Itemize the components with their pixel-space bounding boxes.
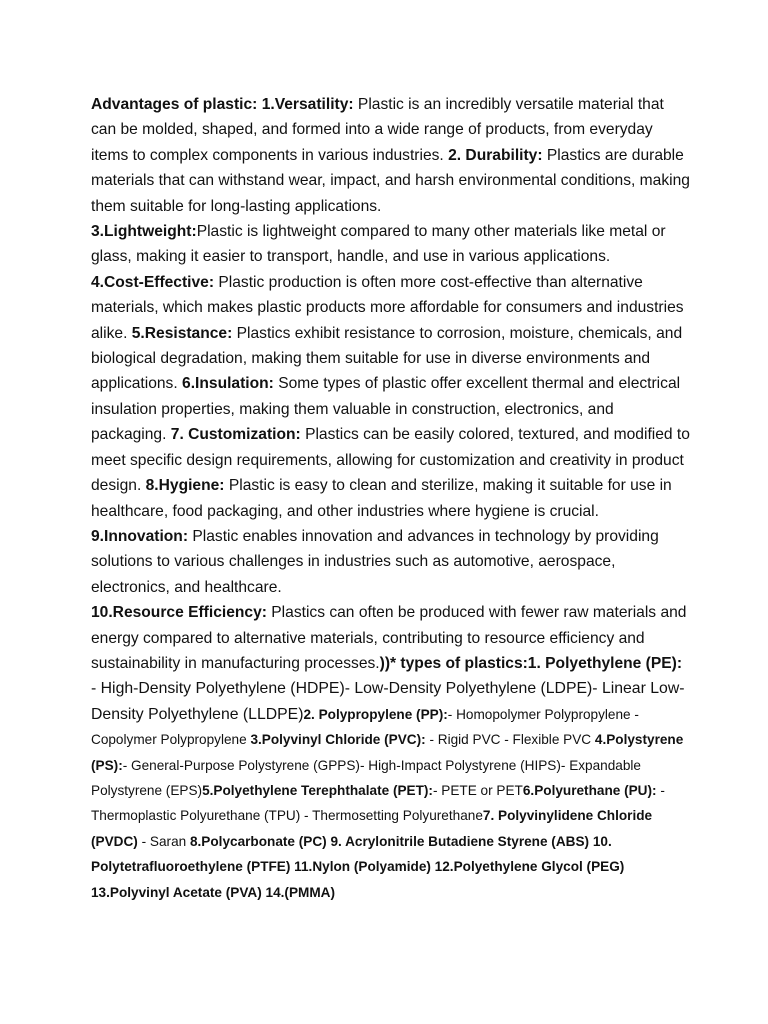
bold-text-run: 2. Durability: — [448, 146, 547, 164]
bold-text-run: 7. Polyvinylidene Chloride (PVDC) — [91, 808, 653, 849]
text-run: Some types of plastic offer excellent thermal and electrical insulation properties, making them valuable in construction, electronics, and packaging. — [91, 375, 681, 444]
bold-text-run: 6.Insulation: — [182, 375, 279, 393]
document-body — [91, 92, 691, 905]
bold-text-run: 4.Polystyrene (PS): — [91, 732, 684, 773]
bold-text-run: 6.Polyurethane (PU): — [522, 782, 661, 798]
text-run: Plastic production is often more cost-effective than alternative materials, which makes plastic products more affordable for consumers and industries alike. — [91, 273, 684, 342]
bold-text-run: 3.Lightweight: — [91, 223, 197, 241]
bold-text-run: ))* types of plastics:1. Polyethylene (PE): — [379, 654, 683, 672]
bold-text-run: 7. Customization: — [170, 426, 306, 444]
text-run: Plastic enables innovation and advances in technology by providing solutions to various challenges in industries such as automotive, aerospace, electronics, and healthcare. — [91, 527, 659, 596]
text-run: Plastic is easy to clean and sterilize, making it suitable for use in healthcare, food packaging, and other industries where hygiene is crucial. — [91, 477, 672, 520]
bold-text-run: 9.Innovation: — [91, 527, 193, 545]
bold-text-run: 8.Polycarbonate (PC) 9. Acrylonitrile Butadiene Styrene (ABS) 10. Polytetrafluoroethylene (PTFE) 11.Nylon (Polyamide) 12.Polyethylene Glycol (PEG) 13.Polyvinyl Acetate (PVA) 14.(PMMA) — [91, 833, 625, 900]
text-run: - Saran — [141, 833, 190, 849]
text-run: Plastics can often be produced with fewer raw materials and energy compared to alternative materials, contributing to resource efficiency and sustainability in manufacturing processes. — [91, 604, 687, 672]
bold-text-run: 4.Cost-Effective: — [91, 273, 219, 291]
text-run: Plastics are durable materials that can withstand wear, impact, and harsh environmental conditions, making them suitable for long-lasting applications. — [91, 146, 690, 215]
text-run: - General-Purpose Polystyrene (GPPS)- High-Impact Polystyrene (HIPS)- Expandable Polystyrene (EPS) — [91, 757, 641, 798]
text-run: Plastics exhibit resistance to corrosion, moisture, chemicals, and biological degradation, making them suitable for use in diverse environments and applications. — [91, 324, 683, 393]
text-run: Plastics can be easily colored, textured, and modified to meet specific design requirements, allowing for customization and creativity in product design. — [91, 426, 690, 495]
text-run: - High-Density Polyethylene (HDPE)- Low-Density Polyethylene (LDPE)- Linear Low-Density Polyethylene (LLDPE) — [91, 680, 685, 723]
bold-text-run: 5.Polyethylene Terephthalate (PET): — [202, 782, 433, 798]
text-run: - PETE or PET — [432, 782, 523, 798]
bold-text-run: 2. Polypropylene (PP): — [303, 706, 448, 722]
text-run: Plastic is an incredibly versatile material that can be molded, shaped, and formed into a wide range of products, from everyday items to complex components in various industries. — [91, 96, 664, 164]
bold-text-run: Advantages of plastic: 1.Versatility: — [91, 96, 358, 113]
bold-text-run: 5.Resistance: — [131, 324, 237, 342]
text-run: Plastic is lightweight compared to many other materials like metal or glass, making it easier to transport, handle, and use in various applications. — [91, 223, 666, 266]
bold-text-run: 8.Hygiene: — [145, 477, 229, 495]
text-run: - Thermoplastic Polyurethane (TPU) - Thermosetting Polyurethane — [91, 782, 665, 824]
bold-text-run: 3.Polyvinyl Chloride (PVC): — [250, 732, 430, 748]
bold-text-run: 10.Resource Efficiency: — [91, 604, 272, 622]
text-run: - Rigid PVC - Flexible PVC — [429, 732, 595, 748]
text-run: - Homopolymer Polypropylene - Copolymer Polypropylene — [91, 706, 639, 748]
